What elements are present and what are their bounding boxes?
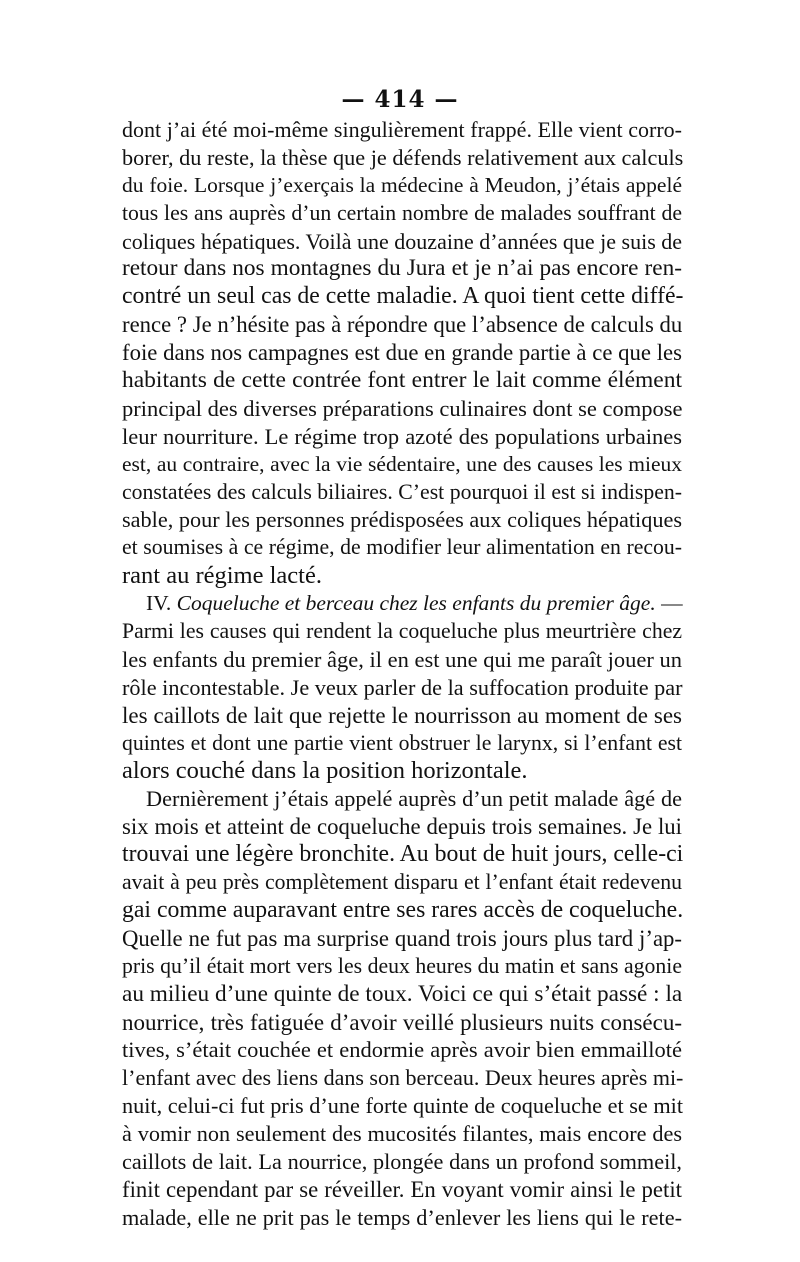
text-line: leur nourriture. Le régime trop azoté des populations urbaines (122, 423, 682, 449)
text-line: est, au contraire, avec la vie sédentaire, une des causes les mieux (122, 451, 682, 476)
text-line: et soumises à ce régime, de modifier leur alimentation en recou- (122, 535, 682, 560)
text-line: nourrice, très fatiguée d’avoir veillé plusieurs nuits consécu- (122, 1009, 682, 1035)
text-line: tous les ans auprès d’un certain nombre de malades souffrant de (122, 200, 682, 225)
body-text (122, 116, 682, 1232)
text-line: l’enfant avec des liens dans son berceau. Deux heures après mi- (122, 1065, 684, 1091)
text-line: constatées des calculs biliaires. C’est pourquoi il est si indispen- (122, 479, 682, 504)
page-number: — 414 — (341, 86, 459, 113)
text-line: rence ? Je n’hésite pas à répondre que l’absence de calculs du (122, 312, 683, 338)
text-line: gai comme auparavant entre ses rares accès de coqueluche. (122, 896, 684, 923)
text-line: alors couché dans la position horizontale. (122, 757, 528, 785)
text-line: six mois et atteint de coqueluche depuis trois semaines. Je lui (122, 814, 682, 840)
text-line: dont j’ai été moi-même singulièrement frappé. Elle vient corro- (122, 117, 682, 142)
text-line: Dernièrement j’étais appelé auprès d’un petit malade âgé de (146, 786, 682, 812)
text-line: rôle incontestable. Je veux parler de la suffocation produite par (122, 674, 683, 700)
text-line: tives, s’était couchée et endormie après avoir bien emmailloté (122, 1037, 682, 1063)
text-line: contré un seul cas de cette maladie. A quoi tient cette diffé- (122, 283, 684, 310)
text-line: foie dans nos campagnes est due en grande partie à ce que les (122, 340, 682, 366)
text-line: habitants de cette contrée font entrer le lait comme élément (122, 367, 682, 394)
text-line: trouvai une légère bronchite. Au bout de huit jours, celle-ci (122, 841, 684, 868)
text-line: quintes et dont une partie vient obstruer le larynx, si l’enfant est (122, 730, 682, 755)
section-heading-line (122, 590, 682, 618)
text-line: Quelle ne fut pas ma surprise quand trois jours plus tard j’ap- (122, 925, 682, 951)
text-line: du foie. Lorsque j’exerçais la médecine à Meudon, j’étais appelé (122, 172, 682, 197)
section-dash: — (661, 591, 683, 616)
text-line: nuit, celui-ci fut pris d’une forte quinte de coqueluche et se mit (122, 1093, 684, 1119)
section-number: IV. (146, 591, 172, 616)
text-line: caillots de lait. La nourrice, plongée dans un profond sommeil, (122, 1148, 682, 1174)
text-line: retour dans nos montagnes du Jura et je n’ai pas encore ren- (122, 255, 682, 282)
text-line: au milieu d’une quinte de toux. Voici ce qui s’était passé : la (122, 980, 683, 1007)
text-line: à vomir non seulement des mucosités filantes, mais encore des (122, 1121, 682, 1147)
text-line: les enfants du premier âge, il en est une qui me paraît jouer un (122, 646, 682, 672)
text-line: borer, du reste, la thèse que je défends relativement aux calculs (122, 144, 684, 170)
text-line: les caillots de lait que rejette le nourrisson au moment de ses (122, 702, 682, 728)
text-line: pris qu’il était mort vers les deux heures du matin et sans agonie (122, 953, 682, 978)
text-line: malade, elle ne prit pas le temps d’enlever les liens qui le rete- (122, 1204, 682, 1230)
text-line: sable, pour les personnes prédisposées aux coliques hépatiques (122, 507, 682, 533)
text-line: Parmi les causes qui rendent la coqueluche plus meurtrière chez (122, 619, 682, 644)
section-title: Coqueluche et berceau chez les enfants du premier âge. (176, 591, 656, 616)
text-line: finit cependant par se réveiller. En voyant vomir ainsi le petit (122, 1176, 682, 1202)
text-line: coliques hépatiques. Voilà une douzaine d’années que je suis de (122, 228, 683, 254)
text-line: principal des diverses préparations culinaires dont se compose (122, 395, 683, 421)
text-line: rant au régime lacté. (122, 562, 322, 590)
text-line: avait à peu près complètement disparu et l’enfant était redevenu (122, 870, 682, 895)
